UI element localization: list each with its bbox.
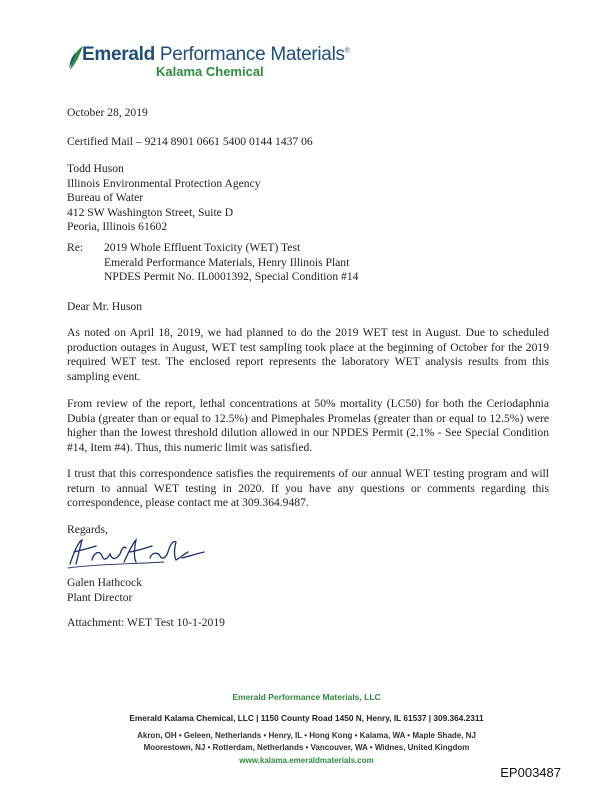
signer-name: Galen Hathcock	[67, 576, 143, 589]
recipient-city: Peoria, Illinois 61602	[67, 220, 168, 233]
footer-address: Emerald Kalama Chemical, LLC | 1150 County Road 1450 N, Henry, IL 61537 | 309.364.2311	[129, 713, 484, 723]
re-subject	[104, 241, 358, 285]
body-paragraph-3: I trust that this correspondence satisfies the requirements of our annual WET testing program and will return to annual WET testing in 2020. If you have any questions or comments regarding this correspondence, please contact me at 309.364.9487.	[67, 467, 549, 509]
recipient-name: Todd Huson	[67, 162, 124, 175]
footer-locations-1: Akron, OH • Geleen, Netherlands • Henry, IL • Hong Kong • Kalama, WA • Maple Shade, NJ	[137, 731, 476, 740]
footer-company: Emerald Performance Materials, LLC	[232, 692, 381, 702]
signer-block	[67, 576, 142, 605]
footer-locations-2: Moorestown, NJ • Rotterdam, Netherlands • Vancouver, WA • Widnes, United Kingdom	[143, 743, 470, 752]
handwritten-signature	[64, 534, 214, 570]
letter-date: October 28, 2019	[67, 106, 148, 119]
re-label: Re:	[67, 241, 84, 254]
body-paragraph-2: From review of the report, lethal concentrations at 50% mortality (LC50) for both the Ceriodaphnia Dubia (greater than or equal to 12.5%) and Pimephales Promelas (greater than or equal to 12.5%) were higher than the lowest threshold dilution allowed in our NPDES Permit (2.1% - See Special Condition #14, Item #4). Thus, this numeric limit was satisfied.	[67, 397, 549, 454]
salutation: Dear Mr. Huson	[67, 300, 143, 313]
footer-website[interactable]: www.kalama.emeraldmaterials.com	[239, 756, 374, 765]
recipient-street: 412 SW Washington Street, Suite D	[67, 205, 234, 219]
re-line-3: NPDES Permit No. IL0001392, Special Condition #14	[104, 270, 359, 283]
attachment-note: Attachment: WET Test 10-1-2019	[67, 616, 225, 629]
re-line-1: 2019 Whole Effluent Toxicity (WET) Test	[104, 241, 301, 254]
document-id: EP003487	[500, 765, 561, 780]
company-name: Emerald Performance Materials®	[82, 44, 350, 65]
re-line-2: Emerald Performance Materials, Henry Illinois Plant	[104, 255, 350, 269]
company-logo	[68, 42, 368, 84]
subsidiary-name: Kalama Chemical	[156, 64, 264, 79]
signer-title: Plant Director	[67, 590, 133, 604]
body-paragraph-1: As noted on April 18, 2019, we had planned to do the 2019 WET test in August. Due to scheduled production outages in August, WET test sampling took place at the beginning of October for the 2019 required WET test. The enclosed report represents the laboratory WET analysis results from this sampling event.	[67, 326, 549, 383]
recipient-bureau: Bureau of Water	[67, 191, 144, 204]
closing: Regards,	[67, 523, 108, 536]
certified-mail: Certified Mail – 9214 8901 0661 5400 0144 1437 06	[67, 135, 313, 148]
recipient-agency: Illinois Environmental Protection Agency	[67, 176, 261, 190]
recipient-address	[67, 162, 261, 235]
